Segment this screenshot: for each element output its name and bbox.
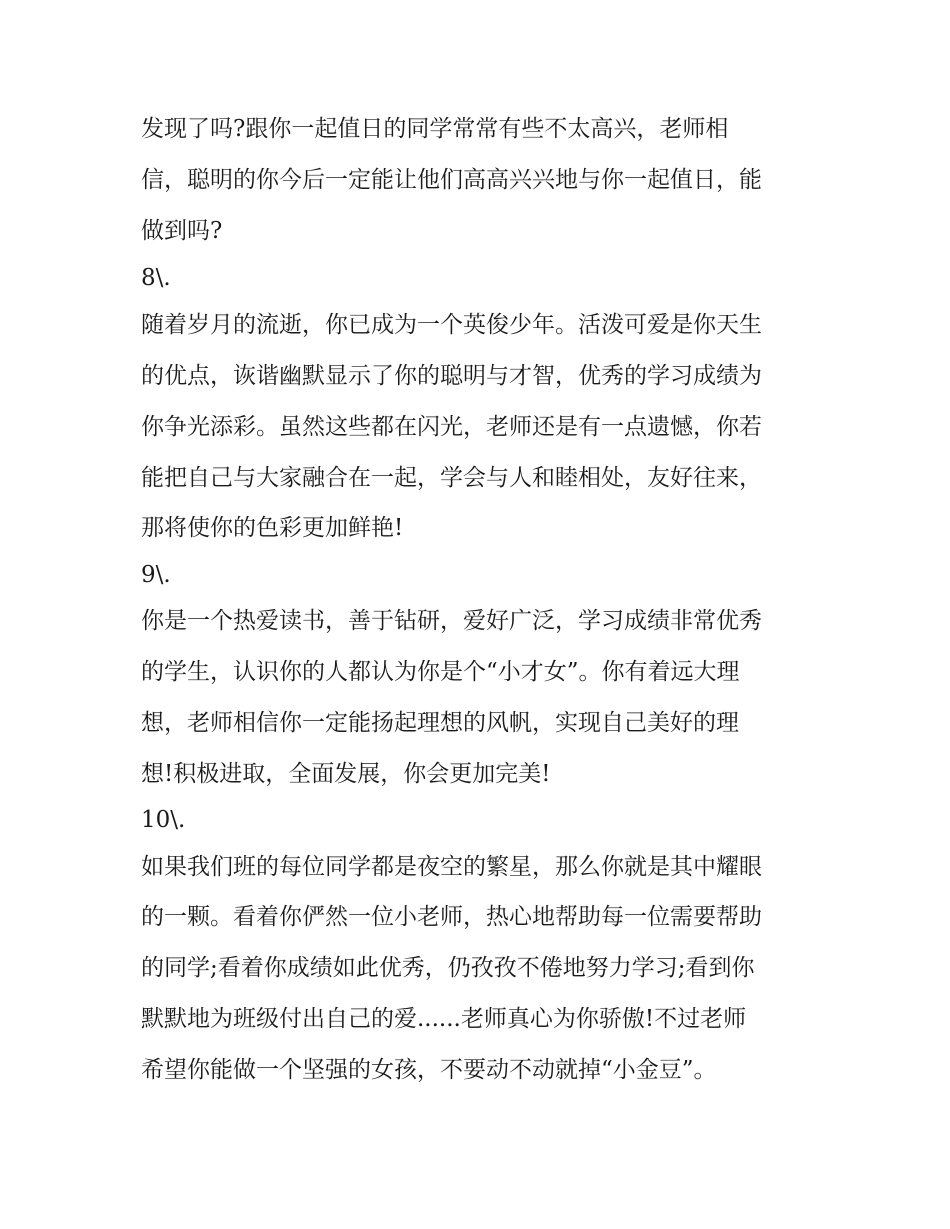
paragraph-line: 默默地为班级付出自己的爱......老师真心为你骄傲!不过老师: [141, 1006, 747, 1032]
paragraph-line: 希望你能做一个坚强的女孩，不要动不动就掉“小金豆”。: [141, 1057, 717, 1083]
item-number: 9\.: [141, 562, 171, 588]
paragraph-line: 想!积极进取，全面发展，你会更加完美!: [141, 761, 551, 787]
paragraph-line: 发现了吗?跟你一起值日的同学常常有些不太高兴，老师相: [141, 116, 729, 142]
paragraph-line: 那将使你的色彩更加鲜艳!: [141, 515, 404, 541]
paragraph-line: 你争光添彩。虽然这些都在闪光，老师还是有一点遗憾，你若: [141, 414, 762, 440]
item-number: 8\.: [141, 265, 171, 291]
paragraph-line: 信，聪明的你今后一定能让他们高高兴兴地与你一起值日，能: [141, 167, 762, 193]
paragraph-line: 做到吗?: [141, 218, 223, 244]
paragraph-line: 你是一个热爱读书，善于钻研，爱好广泛，学习成绩非常优秀: [141, 608, 762, 634]
paragraph-line: 想，老师相信你一定能扬起理想的风帆，实现自己美好的理: [141, 710, 739, 736]
paragraph-line: 的同学;看着你成绩如此优秀，仍孜孜不倦地努力学习;看到你: [141, 955, 755, 981]
paragraph-line: 如果我们班的每位同学都是夜空的繁星，那么你就是其中耀眼: [141, 854, 762, 880]
paragraph-line: 的一颗。看着你俨然一位小老师，热心地帮助每一位需要帮助: [141, 904, 762, 930]
paragraph-line: 的优点，诙谐幽默显示了你的聪明与才智，优秀的学习成绩为: [141, 363, 762, 389]
paragraph-line: 的学生，认识你的人都认为你是个“小才女”。你有着远大理: [141, 659, 740, 685]
paragraph-line: 能把自己与大家融合在一起，学会与人和睦相处，友好往来，: [141, 465, 762, 491]
paragraph-line: 随着岁月的流逝，你已成为一个英俊少年。活泼可爱是你天生: [141, 312, 762, 338]
item-number: 10\.: [141, 807, 186, 833]
